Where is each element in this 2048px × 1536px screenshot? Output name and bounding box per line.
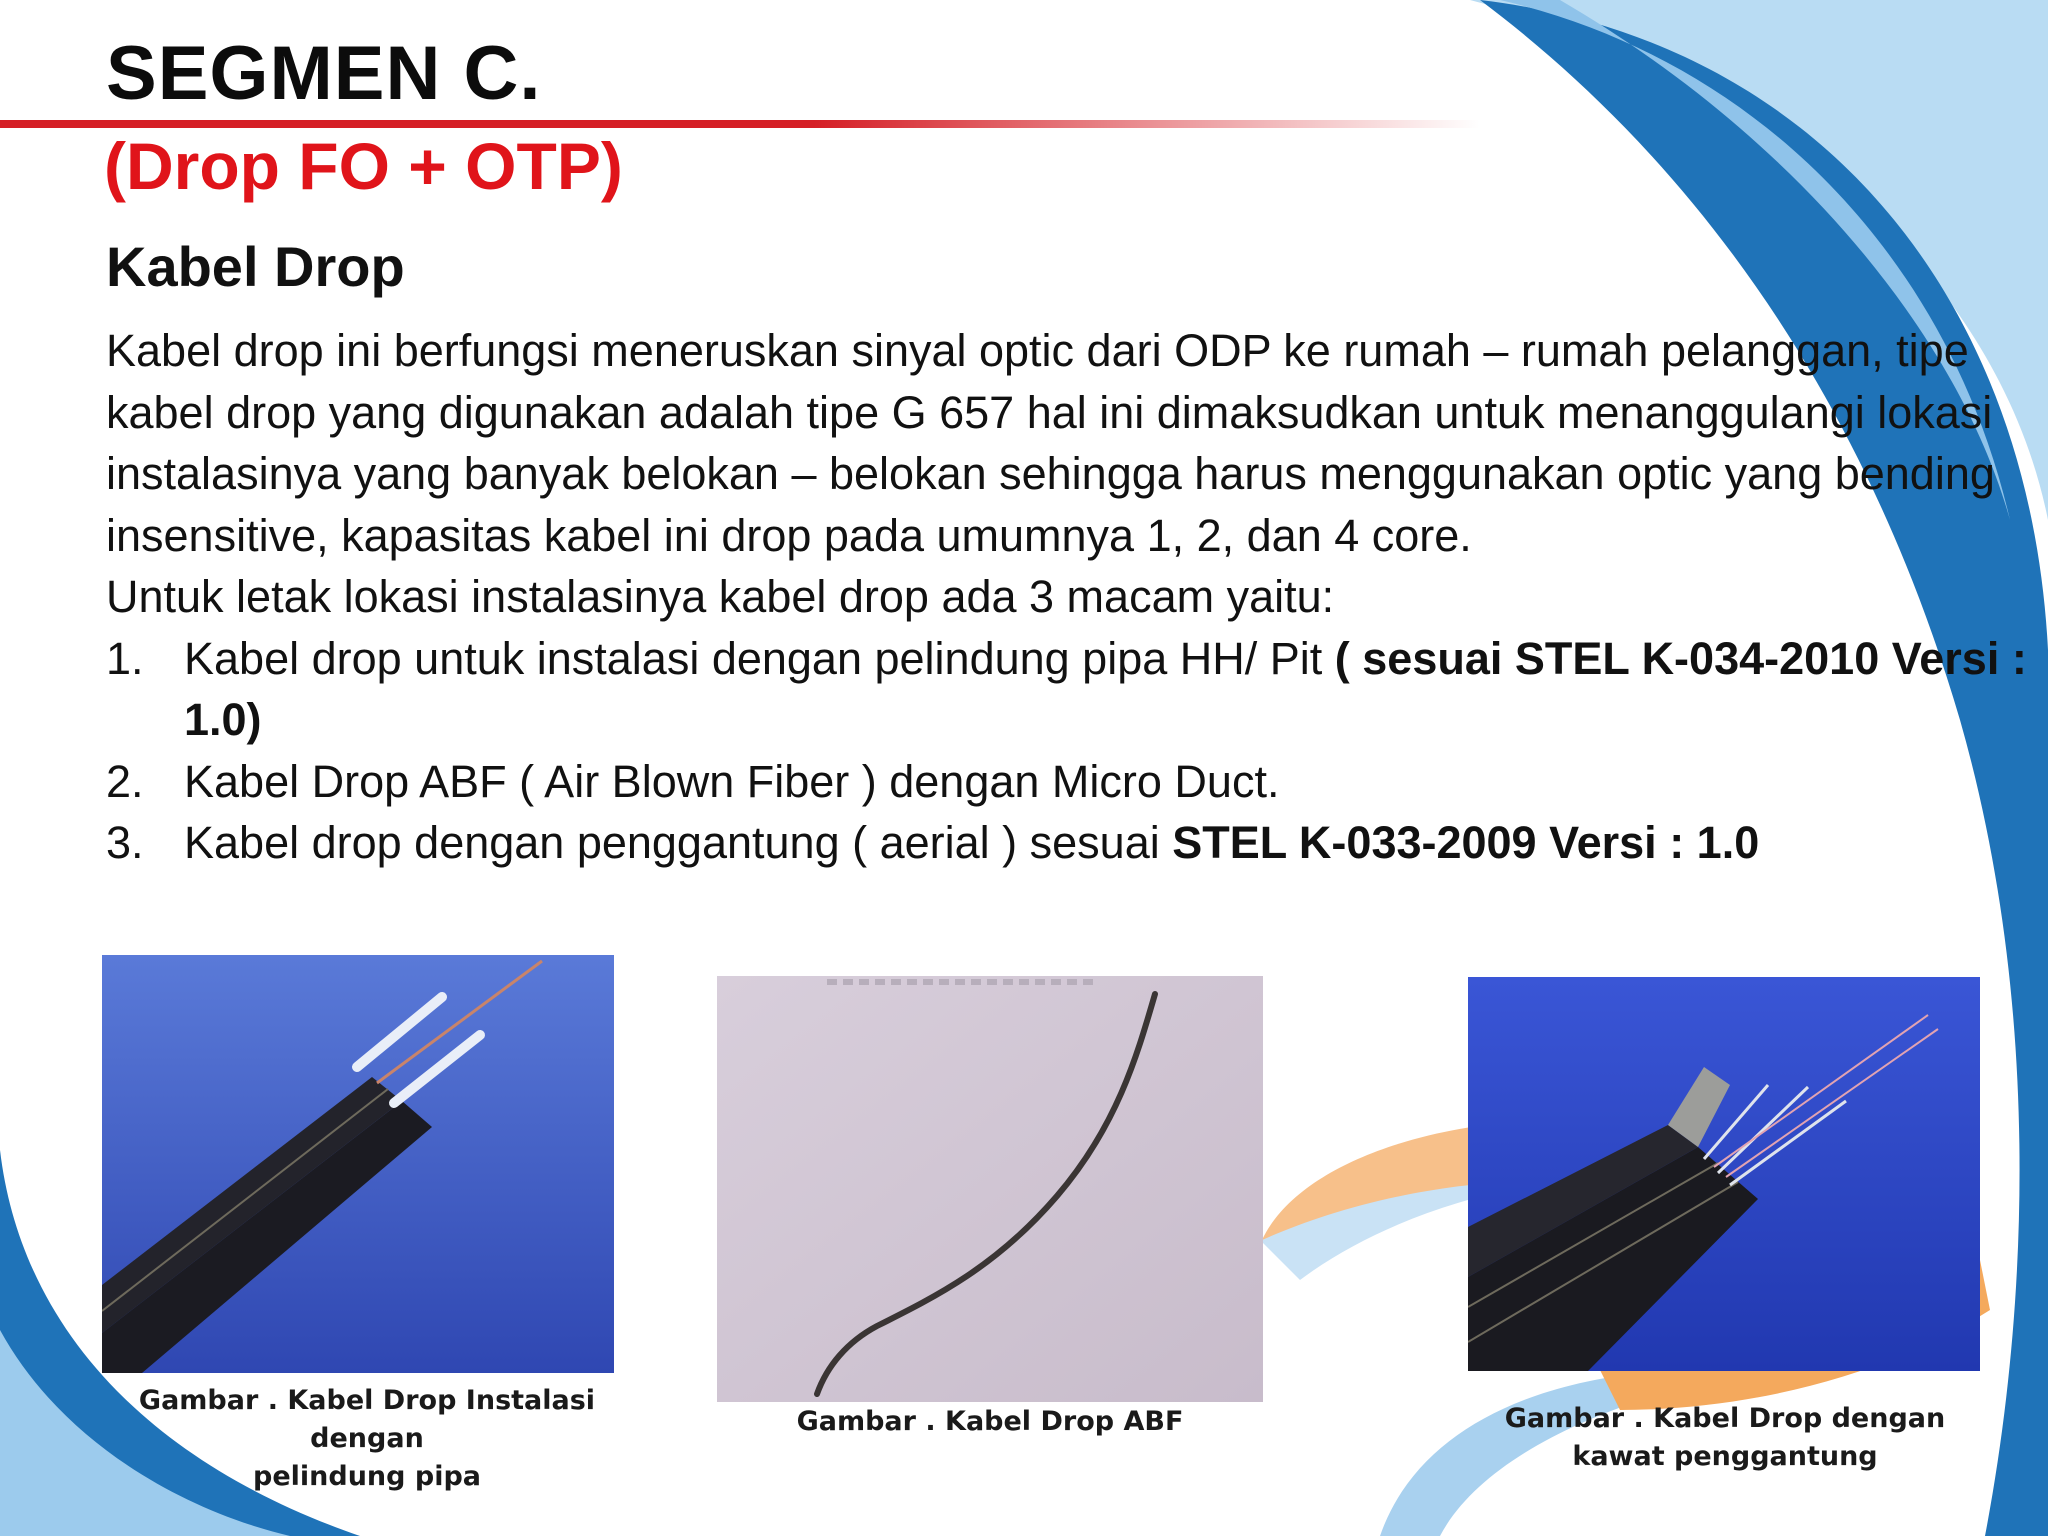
list-item [106,628,2048,751]
list-number: 3. [106,817,144,868]
list-item-text: Kabel drop dengan penggantung ( aerial ) sesuai [184,817,1173,868]
caption-line: Gambar . Kabel Drop Instalasi dengan [138,1385,596,1454]
caption-line: kawat penggantung [1572,1441,1878,1472]
figure-caption [720,1403,1260,1441]
list-item-reference: STEL K-033-2009 Versi : 1.0 [1172,817,1760,868]
list-number: 2. [106,755,144,807]
caption-line: Gambar . Kabel Drop ABF [796,1406,1184,1437]
caption-line: Gambar . Kabel Drop dengan [1504,1403,1946,1434]
list-item [106,812,2036,874]
section-heading: Kabel Drop [106,235,405,298]
list-item-text: Kabel Drop ABF ( Air Blown Fiber ) dengan Micro Duct. [184,755,1280,807]
body-text [106,320,2036,874]
figure-caption [1450,1400,2000,1476]
drop-cable-abf-photo [717,976,1263,1402]
list-item-reference: ( sesuai STEL K-034-2010 Versi : 1.0) [184,632,2027,745]
list-number: 1. [106,632,144,684]
figure-caption [92,1382,642,1496]
paragraph-description: Kabel drop ini berfungsi meneruskan sinyal optic dari ODP ke rumah – rumah pelanggan, tipe kabel drop yang digunakan adalah tipe G 657 hal ini dimaksudkan untuk menanggulangi lokasi instalasinya yang banyak belokan – belokan sehingga harus menggunakan optic yang bending insensitive, kapasitas kabel ini drop pada umumnya 1, 2, dan 4 core. [106,325,1995,561]
list-item-text: Kabel drop untuk instalasi dengan pelindung pipa HH/ Pit [184,632,1335,684]
title-divider [0,120,1480,128]
drop-cable-aerial-photo [1468,977,1980,1371]
slide-title: SEGMEN C. [106,31,542,116]
installation-type-list [106,628,2036,874]
slide-subtitle: (Drop FO + OTP) [104,129,623,203]
caption-line: pelindung pipa [253,1461,481,1492]
drop-cable-pipe-photo [102,955,614,1373]
list-item [106,751,2036,813]
paragraph-intro-list: Untuk letak lokasi instalasinya kabel drop ada 3 macam yaitu: [106,571,1335,622]
